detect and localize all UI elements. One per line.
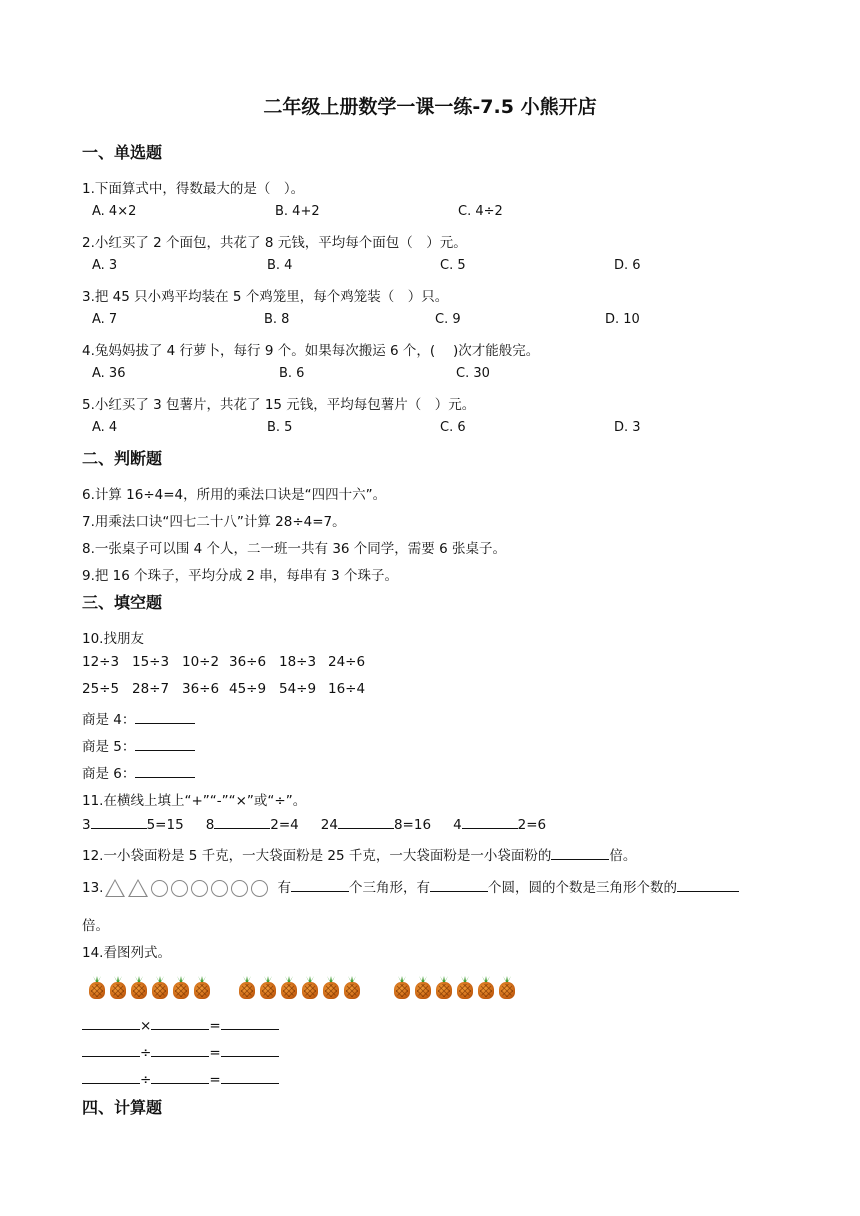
question-10-stem: 10.找朋友 bbox=[82, 631, 144, 647]
section-heading-calculation: 四、计算题 bbox=[82, 1098, 163, 1117]
q2-option-d[interactable]: D. 6 bbox=[614, 258, 641, 273]
circle-icon bbox=[211, 880, 228, 897]
section-heading-single-choice: 一、单选题 bbox=[82, 143, 163, 162]
q10-expr: 15÷3 bbox=[132, 654, 170, 670]
section-heading-true-false: 二、判断题 bbox=[82, 449, 163, 468]
answer-blank[interactable] bbox=[221, 1017, 279, 1030]
q11-item-2-left: 8 bbox=[205, 817, 215, 833]
question-11-stem: 11.在横线上填上“+”“-”“×”或“÷”。 bbox=[82, 793, 307, 809]
pineapple-icon bbox=[435, 976, 453, 1000]
answer-blank[interactable] bbox=[551, 847, 609, 860]
q10-expr: 54÷9 bbox=[279, 681, 317, 697]
q13-text-a: 有 bbox=[277, 880, 291, 896]
pineapple-icon bbox=[414, 976, 432, 1000]
q3-option-d[interactable]: D. 10 bbox=[605, 312, 640, 327]
answer-blank[interactable] bbox=[82, 1044, 140, 1057]
triangle-icon bbox=[128, 879, 148, 897]
q14-pineapple-figure bbox=[88, 974, 518, 1002]
q10-quotient-5-line bbox=[82, 735, 195, 755]
q11-item-2-right: 2=4 bbox=[270, 817, 299, 833]
question-3-stem: 3.把 45 只小鸡平均装在 5 个鸡笼里，每个鸡笼装（ ）只。 bbox=[82, 289, 449, 305]
q13-shapes-figure bbox=[105, 879, 271, 897]
question-4-stem: 4.兔妈妈拔了 4 行萝卜，每行 9 个。如果每次搬运 6 个，( )次才能般完。 bbox=[82, 343, 540, 359]
circle-icon bbox=[191, 880, 208, 897]
q11-item-3-left: 24 bbox=[320, 817, 338, 833]
answer-blank[interactable] bbox=[221, 1044, 279, 1057]
pineapple-icon bbox=[322, 976, 340, 1000]
answer-blank[interactable] bbox=[91, 816, 147, 829]
question-8: 8.一张桌子可以围 4 个人，二一班一共有 36 个同学，需要 6 张桌子。 bbox=[82, 541, 506, 557]
circle-icon bbox=[231, 880, 248, 897]
q10-expr: 12÷3 bbox=[82, 654, 120, 670]
q10-expr: 28÷7 bbox=[132, 681, 170, 697]
answer-blank[interactable] bbox=[338, 816, 394, 829]
pineapple-icon bbox=[498, 976, 516, 1000]
q13-text-c: 个圆，圆的个数是三角形个数的 bbox=[487, 880, 677, 896]
question-1-stem: 1.下面算式中，得数最大的是（ ）。 bbox=[82, 181, 305, 197]
q12-tail: 倍。 bbox=[609, 848, 637, 864]
q11-item-3-right: 8=16 bbox=[393, 817, 432, 833]
q3-option-b[interactable]: B. 8 bbox=[264, 312, 290, 327]
question-2-stem: 2.小红买了 2 个面包，共花了 8 元钱，平均每个面包（ ）元。 bbox=[82, 235, 467, 251]
q5-option-c[interactable]: C. 6 bbox=[440, 420, 466, 435]
q1-option-c[interactable]: C. 4÷2 bbox=[458, 204, 503, 219]
question-14-stem: 14.看图列式。 bbox=[82, 945, 171, 961]
pineapple-icon bbox=[259, 976, 277, 1000]
q4-option-a[interactable]: A. 36 bbox=[92, 366, 126, 381]
q10-expr: 10÷2 bbox=[182, 654, 220, 670]
pineapple-icon bbox=[151, 976, 169, 1000]
q4-option-b[interactable]: B. 6 bbox=[279, 366, 305, 381]
answer-blank[interactable] bbox=[151, 1071, 209, 1084]
q10-expression-row-1 bbox=[82, 654, 365, 670]
pineapple-icon bbox=[301, 976, 319, 1000]
circle-icon bbox=[151, 880, 168, 897]
question-7: 7.用乘法口诀“四七二十八”计算 28÷4=7。 bbox=[82, 514, 346, 530]
q11-items bbox=[82, 816, 546, 833]
q10-expr: 25÷5 bbox=[82, 681, 120, 697]
pineapple-icon bbox=[238, 976, 256, 1000]
q3-option-a[interactable]: A. 7 bbox=[92, 312, 118, 327]
q1-option-b[interactable]: B. 4+2 bbox=[275, 204, 320, 219]
q10-label-4: 商是 4： bbox=[82, 712, 136, 728]
question-12 bbox=[82, 844, 636, 864]
q10-expr: 16÷4 bbox=[328, 681, 366, 697]
pineapple-icon bbox=[130, 976, 148, 1000]
answer-blank[interactable] bbox=[430, 879, 488, 892]
pineapple-icon bbox=[343, 976, 361, 1000]
pineapple-icon bbox=[456, 976, 474, 1000]
pineapple-icon bbox=[393, 976, 411, 1000]
pineapple-icon bbox=[172, 976, 190, 1000]
q10-expression-row-2 bbox=[82, 681, 365, 697]
pineapple-icon bbox=[193, 976, 211, 1000]
question-9: 9.把 16 个珠子，平均分成 2 串，每串有 3 个珠子。 bbox=[82, 568, 398, 584]
answer-blank[interactable] bbox=[221, 1071, 279, 1084]
q10-label-6: 商是 6： bbox=[82, 766, 136, 782]
q4-option-c[interactable]: C. 30 bbox=[456, 366, 490, 381]
q5-option-d[interactable]: D. 3 bbox=[614, 420, 641, 435]
q10-expr: 45÷9 bbox=[229, 681, 267, 697]
pineapple-icon bbox=[477, 976, 495, 1000]
q1-option-a[interactable]: A. 4×2 bbox=[92, 204, 137, 219]
q10-expr: 18÷3 bbox=[279, 654, 317, 670]
q10-expr: 36÷6 bbox=[182, 681, 220, 697]
q12-text: 12.一小袋面粉是 5 千克，一大袋面粉是 25 千克，一大袋面粉是一小袋面粉的 bbox=[82, 848, 552, 864]
answer-blank[interactable] bbox=[151, 1044, 209, 1057]
triangle-icon bbox=[105, 879, 125, 897]
q14-equals: = bbox=[209, 1045, 221, 1061]
q14-equation-2 bbox=[82, 1044, 279, 1061]
q10-expr: 36÷6 bbox=[229, 654, 267, 670]
pineapple-icon bbox=[88, 976, 106, 1000]
q14-equation-1 bbox=[82, 1017, 279, 1034]
question-13 bbox=[82, 876, 739, 897]
answer-blank[interactable] bbox=[82, 1071, 140, 1084]
pineapple-icon bbox=[109, 976, 127, 1000]
q13-number: 13. bbox=[82, 880, 104, 896]
answer-blank[interactable] bbox=[291, 879, 349, 892]
question-5-stem: 5.小红买了 3 包薯片，共花了 15 元钱，平均每包薯片（ ）元。 bbox=[82, 397, 476, 413]
q2-option-c[interactable]: C. 5 bbox=[440, 258, 466, 273]
q14-equation-3 bbox=[82, 1071, 279, 1088]
q14-equals: = bbox=[209, 1018, 221, 1034]
q3-option-c[interactable]: C. 9 bbox=[435, 312, 461, 327]
q11-item-4-left: 4 bbox=[453, 817, 462, 833]
q2-option-a[interactable]: A. 3 bbox=[92, 258, 118, 273]
q5-option-b[interactable]: B. 5 bbox=[267, 420, 293, 435]
question-6: 6.计算 16÷4=4，所用的乘法口诀是“四四十六”。 bbox=[82, 487, 387, 503]
q11-item-1-left: 3 bbox=[82, 817, 91, 833]
answer-blank[interactable] bbox=[135, 738, 195, 751]
answer-blank[interactable] bbox=[151, 1017, 209, 1030]
q14-op: ÷ bbox=[140, 1045, 152, 1061]
answer-blank[interactable] bbox=[677, 879, 739, 892]
q10-quotient-6-line bbox=[82, 762, 195, 782]
q13-text-b: 个三角形，有 bbox=[348, 880, 430, 896]
q13-tail: 倍。 bbox=[82, 918, 109, 934]
q14-op: ÷ bbox=[140, 1072, 152, 1088]
answer-blank[interactable] bbox=[135, 711, 195, 724]
q11-item-4-right: 2=6 bbox=[517, 817, 547, 833]
q14-op: × bbox=[140, 1018, 152, 1034]
circle-icon bbox=[171, 880, 188, 897]
circle-icon bbox=[251, 880, 268, 897]
page-title: 二年级上册数学一课一练-7.5 小熊开店 bbox=[263, 96, 597, 118]
answer-blank[interactable] bbox=[135, 765, 195, 778]
pineapple-icon bbox=[280, 976, 298, 1000]
answer-blank[interactable] bbox=[462, 816, 518, 829]
q2-option-b[interactable]: B. 4 bbox=[267, 258, 293, 273]
q10-expr: 24÷6 bbox=[328, 654, 366, 670]
answer-blank[interactable] bbox=[214, 816, 270, 829]
q14-equals: = bbox=[209, 1072, 221, 1088]
q10-quotient-4-line bbox=[82, 708, 195, 728]
q10-label-5: 商是 5： bbox=[82, 739, 136, 755]
answer-blank[interactable] bbox=[82, 1017, 140, 1030]
section-heading-fill-blank: 三、填空题 bbox=[82, 593, 163, 612]
q11-item-1-right: 5=15 bbox=[146, 817, 184, 833]
q5-option-a[interactable]: A. 4 bbox=[92, 420, 118, 435]
